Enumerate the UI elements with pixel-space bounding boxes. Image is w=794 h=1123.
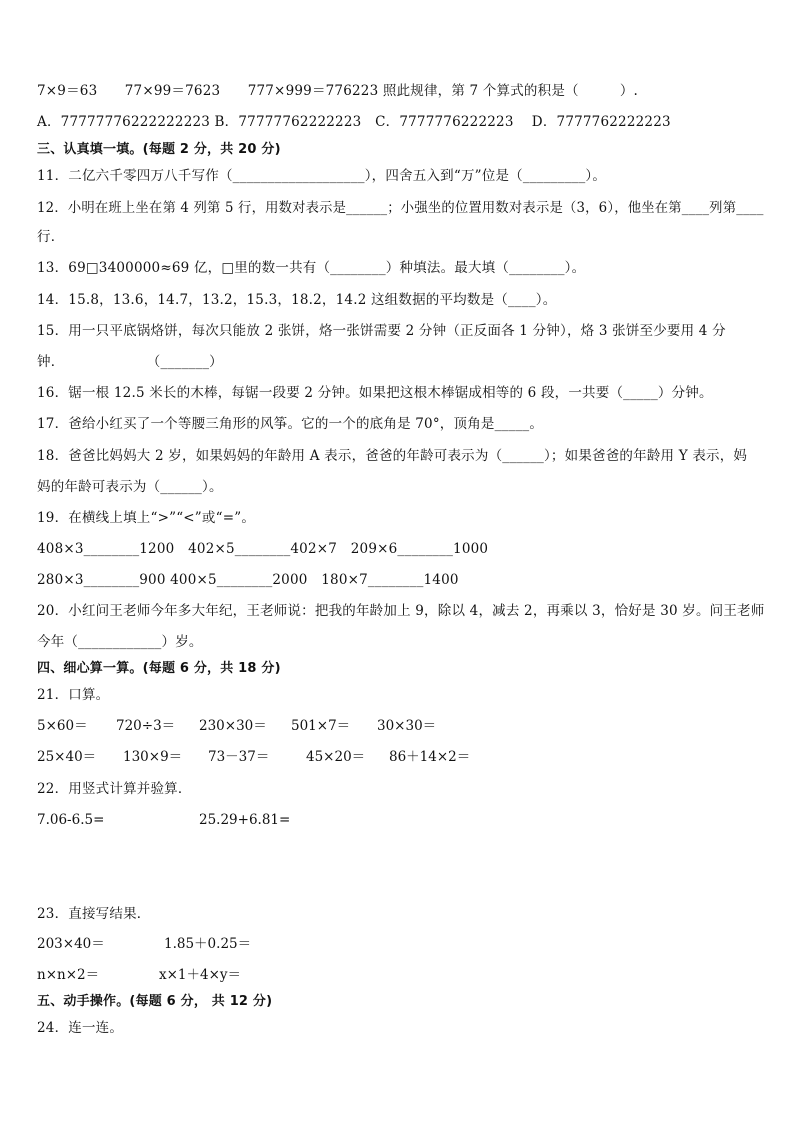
direct-result-item: n×n×2＝: [37, 967, 100, 983]
q19-row1: 408×3________1200 402×5________402×7 209×6________1000: [37, 541, 489, 557]
q13: 13．69□3400000≈69 亿，□里的数一共有（________）种填法。最大填（________）。: [37, 260, 586, 276]
q12-line2: 行．: [37, 229, 65, 245]
oral-calc-item: 720÷3＝: [116, 718, 176, 734]
q19-row2: 280×3________900 400×5________2000 180×7________1400: [37, 572, 459, 588]
q18-line2: 妈的年龄可表示为（______）。: [37, 479, 223, 495]
direct-result-item: 1.85＋0.25＝: [164, 936, 252, 952]
section-5-heading: 五、动手操作。(每题 6 分， 共 12 分): [37, 994, 273, 1009]
oral-calc-item: 45×20＝: [306, 749, 366, 765]
q16: 16．锯一根 12.5 米长的木棒，每锯一段要 2 分钟。如果把这根木棒锯成相等的 6 段，一共要（_____）分钟。: [37, 385, 713, 401]
oral-calc-item: 501×7＝: [291, 718, 351, 734]
q19: 19．在横线上填上“>”“<”或“=”。: [37, 510, 256, 526]
q12-line1: 12．小明在班上坐在第 4 列第 5 行，用数对表示是______；小强坐的位置用数对表示是（3，6），他坐在第____列第____: [37, 200, 764, 216]
oral-calc-item: 5×60＝: [37, 718, 88, 734]
q18-line1: 18．爸爸比妈妈大 2 岁，如果妈妈的年龄用 A 表示，爸爸的年龄可表示为（______）；如果爸爸的年龄用 Y 表示，妈: [37, 448, 748, 464]
q10-stem: 7×9＝63 77×99＝7623 777×999＝776223 照此规律，第 7 个算式的积是（ ）.: [37, 83, 639, 99]
q10-options: A．77777776222222223 B．77777762222223 C．7777776222223 D．7777762222223: [37, 114, 671, 130]
q17: 17．爸给小红买了一个等腰三角形的风筝。它的一个的底角是 70°，顶角是_____。: [37, 416, 544, 432]
vertical-calc-item: 7.06-6.5=: [37, 812, 105, 828]
q21: 21．口算。: [37, 687, 110, 703]
q20-line2: 今年（____________）岁。: [37, 634, 203, 650]
q14: 14．15.8，13.6，14.7，13.2，15.3，18.2，14.2 这组数据的平均数是（____）。: [37, 292, 557, 308]
q23: 23．直接写结果．: [37, 906, 151, 922]
q20-line1: 20．小红问王老师今年多大年纪，王老师说：把我的年龄加上 9，除以 4，减去 2，再乘以 3，恰好是 30 岁。问王老师: [37, 603, 765, 619]
section-3-heading: 三、认真填一填。(每题 2 分，共 20 分): [37, 142, 281, 157]
q24: 24．连一连。: [37, 1020, 124, 1036]
oral-calc-item: 86＋14×2＝: [389, 749, 471, 765]
oral-calc-item: 230×30＝: [199, 718, 267, 734]
oral-calc-item: 30×30＝: [377, 718, 437, 734]
oral-calc-item: 25×40＝: [37, 749, 97, 765]
q22: 22．用竖式计算并验算．: [37, 781, 192, 797]
oral-calc-item: 73－37＝: [208, 749, 270, 765]
direct-result-item: x×1＋4×y＝: [159, 967, 242, 983]
vertical-calc-item: 25.29+6.81=: [199, 812, 291, 828]
section-4-heading: 四、细心算一算。(每题 6 分，共 18 分): [37, 661, 281, 676]
direct-result-item: 203×40＝: [37, 936, 105, 952]
q15-line2: 钟． （_______）: [37, 354, 223, 370]
q15-line1: 15．用一只平底锅烙饼，每次只能放 2 张饼，烙一张饼需要 2 分钟（正反面各 1 分钟），烙 3 张饼至少要用 4 分: [37, 323, 726, 339]
oral-calc-item: 130×9＝: [123, 749, 183, 765]
q11: 11．二亿六千零四万八千写作（___________________），四舍五入到“万”位是（_________）。: [37, 168, 607, 184]
